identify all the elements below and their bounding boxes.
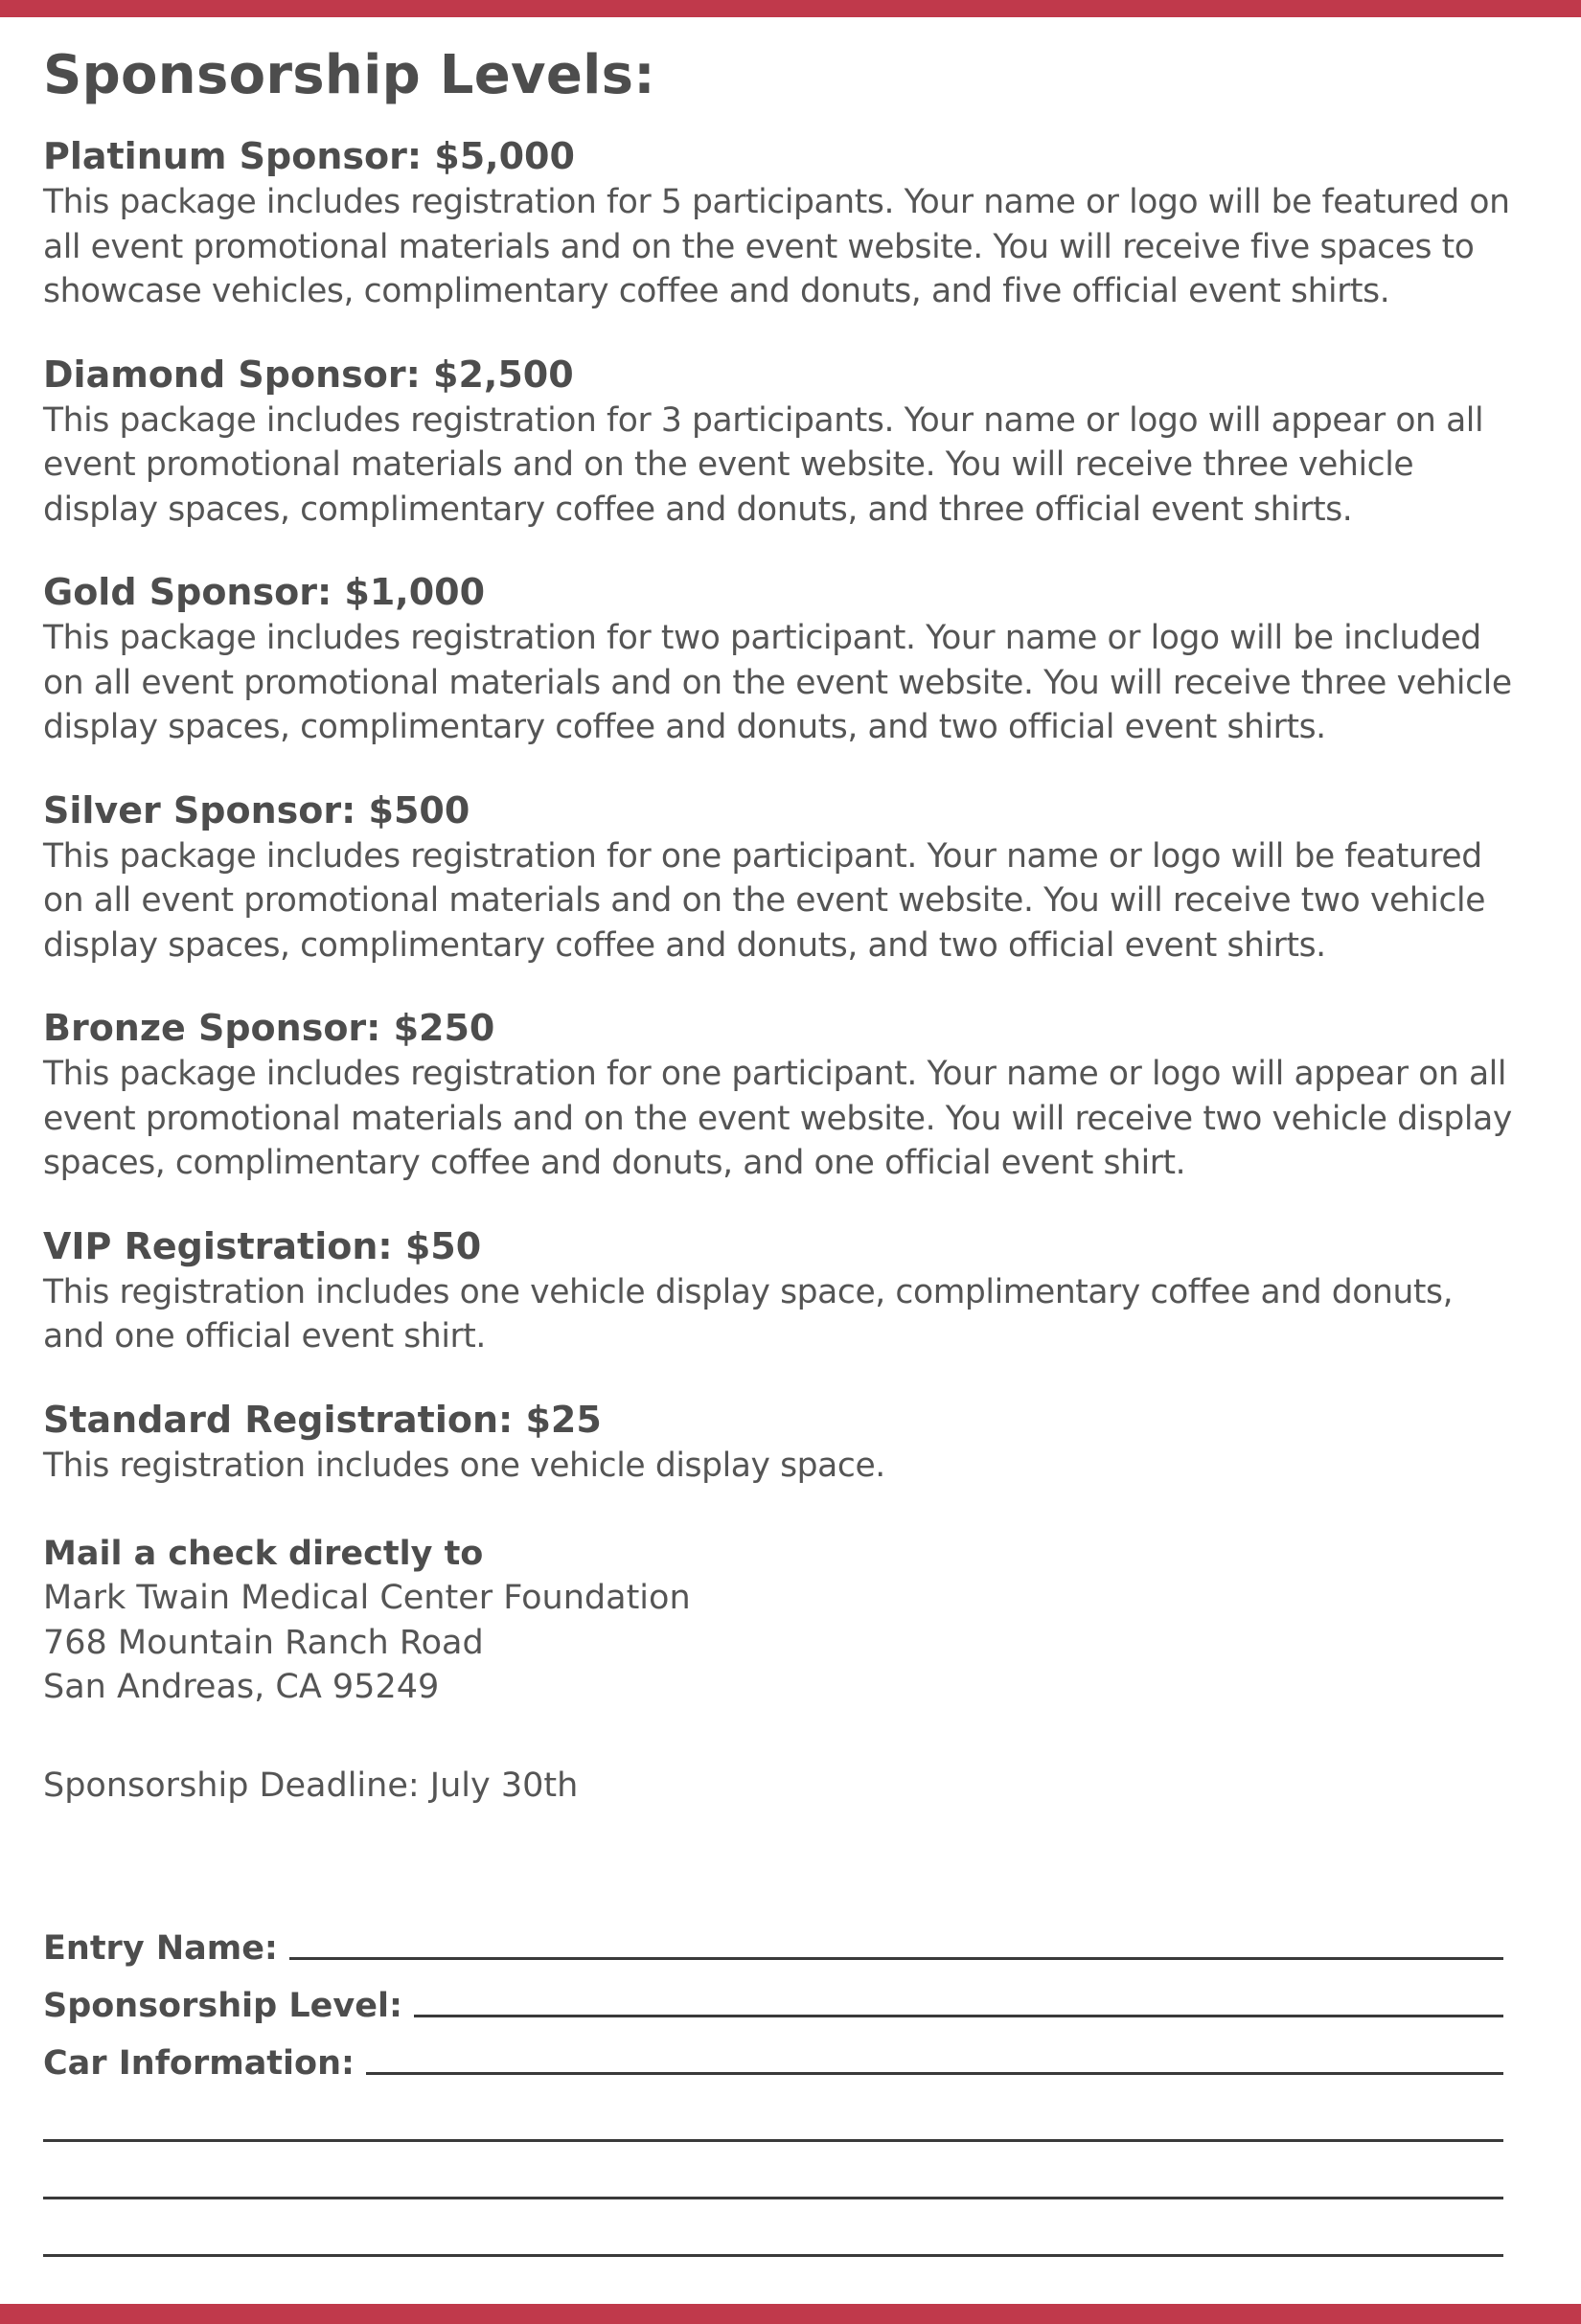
sponsorship-level-description-line: display spaces, complimentary coffee and donuts, and two official event shirts. — [43, 708, 1326, 746]
sponsorship-level-heading: Gold Sponsor: $1,000 — [43, 571, 486, 613]
sponsorship-level-section — [43, 1004, 1538, 1186]
sponsorship-level-heading: Standard Registration: $25 — [43, 1398, 602, 1441]
entry-form — [43, 1912, 1503, 2257]
sponsorship-level-description-line: on all event promotional materials and on the event website. You will receive two vehicle — [43, 881, 1486, 920]
sponsorship-level-section — [43, 351, 1538, 533]
sponsorship-levels-list — [43, 132, 1538, 1488]
sponsorship-document — [43, 38, 1538, 1808]
sponsorship-level-description-line: This package includes registration for two participant. Your name or logo will be included — [43, 619, 1481, 657]
sponsorship-level-section — [43, 786, 1538, 968]
sponsorship-level-description-line: This registration includes one vehicle display space, complimentary coffee and donuts, — [43, 1272, 1454, 1311]
sponsorship-level-heading: Diamond Sponsor: $2,500 — [43, 353, 574, 396]
sponsorship-level-description-line: This package includes registration for 5 participants. Your name or logo will be featured on — [43, 183, 1510, 221]
car-information-field[interactable] — [366, 2072, 1503, 2075]
sponsorship-level-heading: Platinum Sponsor: $5,000 — [43, 135, 575, 177]
sponsorship-level-heading: Bronze Sponsor: $250 — [43, 1007, 495, 1049]
mail-street: 768 Mountain Ranch Road — [43, 1623, 484, 1662]
car-information-extra-line[interactable] — [43, 2197, 1503, 2199]
sponsorship-level-description-line: display spaces, complimentary coffee and donuts, and two official event shirts. — [43, 925, 1326, 965]
sponsorship-level-heading: VIP Registration: $50 — [43, 1224, 482, 1267]
mail-address-block — [43, 1532, 1538, 1710]
sponsorship-level-section — [43, 568, 1538, 750]
sponsorship-level-description-line: showcase vehicles, complimentary coffee and donuts, and five official event shirts. — [43, 272, 1390, 310]
sponsorship-level-heading: Silver Sponsor: $500 — [43, 788, 470, 832]
sponsorship-level-description-line: event promotional materials and on the event website. You will receive two vehicle display — [43, 1099, 1512, 1138]
entry-name-label: Entry Name: — [43, 1929, 278, 1968]
sponsorship-deadline: Sponsorship Deadline: July 30th — [43, 1766, 579, 1805]
car-information-row — [43, 2027, 1503, 2085]
bottom-accent-bar — [0, 2304, 1581, 2324]
top-accent-bar — [0, 0, 1581, 17]
page-title: Sponsorship Levels: — [43, 44, 655, 106]
mail-organization: Mark Twain Medical Center Foundation — [43, 1579, 691, 1617]
sponsorship-level-description-line: This package includes registration for 3 participants. Your name or logo will appear on all — [43, 400, 1484, 440]
sponsorship-level-section — [43, 1396, 1538, 1489]
sponsorship-level-description-line: This package includes registration for one participant. Your name or logo will appear on all — [43, 1055, 1507, 1093]
mail-heading: Mail a check directly to — [43, 1535, 484, 1573]
sponsorship-level-description-line: all event promotional materials and on the event website. You will receive five spaces to — [43, 227, 1475, 266]
sponsorship-level-description-line: event promotional materials and on the event website. You will receive three vehicle — [43, 445, 1414, 484]
car-information-label: Car Information: — [43, 2044, 355, 2083]
sponsorship-level-section — [43, 132, 1538, 314]
car-information-extra-line[interactable] — [43, 2139, 1503, 2142]
sponsorship-level-description-line: This registration includes one vehicle display space. — [43, 1446, 885, 1485]
sponsorship-level-section — [43, 1222, 1538, 1359]
sponsorship-level-description-line: on all event promotional materials and on the event website. You will receive three vehicle — [43, 663, 1512, 702]
sponsorship-level-row — [43, 1970, 1503, 2027]
sponsorship-level-description-line: This package includes registration for one participant. Your name or logo will be featured — [43, 836, 1482, 876]
car-information-extra-line[interactable] — [43, 2254, 1503, 2257]
sponsorship-level-field[interactable] — [414, 2015, 1503, 2017]
sponsorship-level-description-line: spaces, complimentary coffee and donuts, and one official event shirt. — [43, 1144, 1186, 1182]
sponsorship-level-label: Sponsorship Level: — [43, 1987, 402, 2025]
entry-name-field[interactable] — [289, 1957, 1503, 1960]
sponsorship-level-description-line: display spaces, complimentary coffee and donuts, and three official event shirts. — [43, 490, 1353, 529]
sponsorship-level-description-line: and one official event shirt. — [43, 1317, 487, 1356]
mail-city-state-zip: San Andreas, CA 95249 — [43, 1668, 440, 1706]
entry-name-row — [43, 1912, 1503, 1970]
